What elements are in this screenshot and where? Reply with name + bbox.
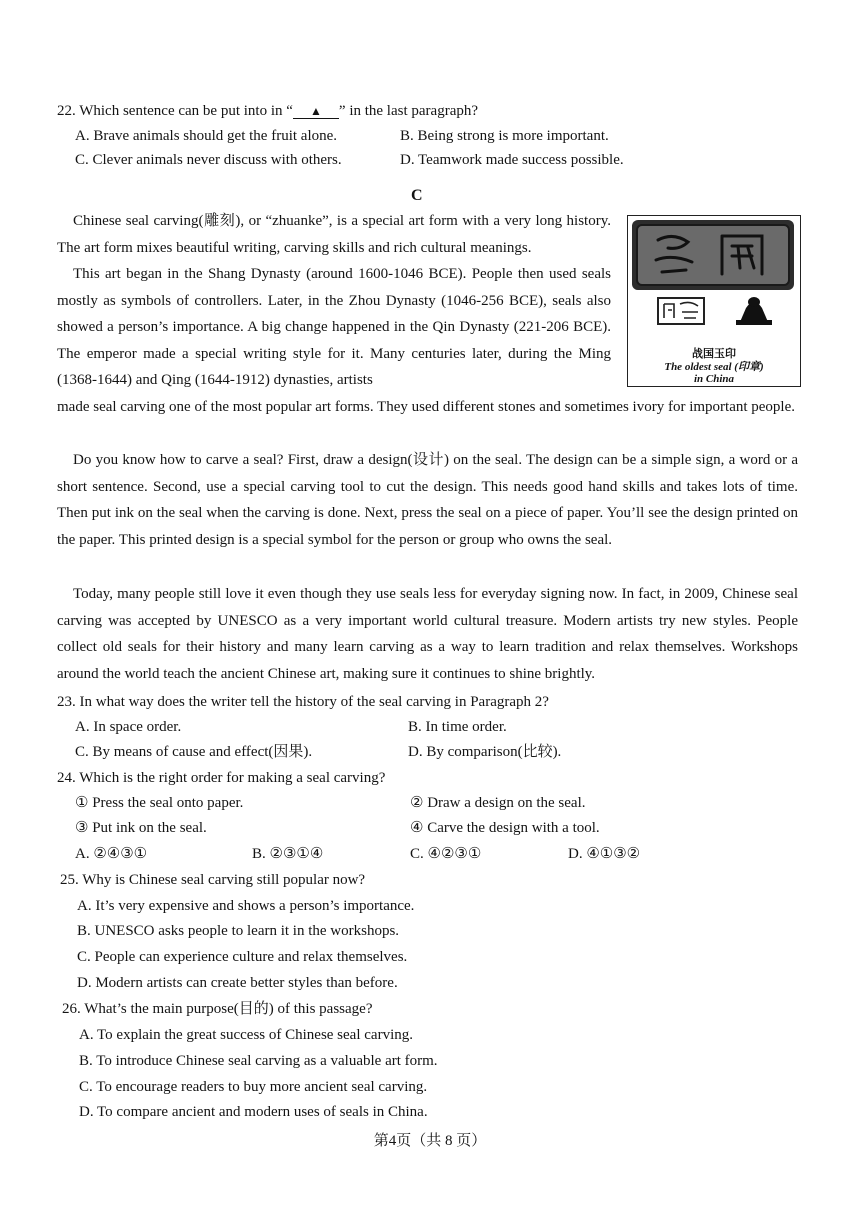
q24-step-3: ③ Put ink on the seal. (75, 820, 207, 836)
question-23-stem: 23. In what way does the writer tell the history of the seal carving in Paragraph 2? (57, 694, 549, 710)
q22-option-d: D. Teamwork made success possible. (400, 152, 624, 168)
q24-option-d: D. ④①③② (568, 846, 641, 862)
question-25-stem: 25. Why is Chinese seal carving still popular now? (60, 872, 366, 888)
q22-stem-text: 22. Which sentence can be put into in “ (57, 103, 293, 119)
q24-step-2: ② Draw a design on the seal. (410, 795, 586, 811)
q26-option-a: A. To explain the great success of Chinese seal carving. (79, 1027, 413, 1043)
seal-figure (627, 215, 801, 387)
passage-paragraph-2: This art began in the Shang Dynasty (around 1600-1046 BCE). People then used seals mostly as symbols of controllers. Later, in the Zhou Dynasty (1046-256 BCE), seals also showed a person’s importance. A big change happened in the Qin Dynasty (221-206 BCE). The emperor made a special writing style for it. Many centuries later, during the Ming (1368-1644) and Qing (1644-1912) dynasties, artists (57, 266, 611, 389)
q22-option-c: C. Clever animals never discuss with others. (75, 152, 342, 168)
passage-paragraph-1: Chinese seal carving(雕刻), or “zhuanke”, is a special art form with a very long history. The art form mixes beautiful writing, carving skills and rich cultural meanings. (57, 213, 611, 256)
answer-blank (293, 104, 339, 119)
q25-option-d: D. Modern artists can create better styles than before. (77, 975, 398, 991)
q26-option-d: D. To compare ancient and modern uses of seals in China. (79, 1104, 428, 1120)
page-number-footer: 第4页（共 8 页） (373, 1133, 487, 1149)
q25-option-c: C. People can experience culture and relax themselves. (77, 949, 408, 965)
q23-option-d: D. By comparison(比较). (408, 744, 562, 760)
q24-step-1: ① Press the seal onto paper. (75, 795, 244, 811)
q22-option-a: A. Brave animals should get the fruit alone. (75, 128, 338, 144)
seal-stone-image (628, 216, 800, 326)
q22-stem-text-end: ” in the last paragraph? (338, 103, 479, 119)
q23-option-b: B. In time order. (408, 719, 507, 735)
section-heading: C (411, 187, 423, 204)
passage-paragraph-4: Today, many people still love it even though they use seals less for everyday signing now. In fact, in 2009, Chinese seal carving was accepted by UNESCO as a very important world cultural treasure. Modern artists try new styles. People collect old seals for their history and many learn carving as a way to learn tradition and relax themselves. Workshops around the world teach the ancient Chinese art, making sure it continues to shine brightly. (57, 586, 798, 682)
q23-option-a: A. In space order. (75, 719, 182, 735)
passage-paragraph-2-continued: made seal carving one of the most popular art forms. They used different stones and sometimes ivory for important people. (57, 399, 796, 415)
figure-caption-english: The oldest seal (印章) (664, 361, 764, 373)
question-26-stem: 26. What’s the main purpose(目的) of this passage? (62, 1001, 373, 1017)
question-24-stem: 24. Which is the right order for making a seal carving? (57, 770, 386, 786)
blank-triangle-icon: ▲ (309, 104, 322, 118)
q22-option-b: B. Being strong is more important. (400, 128, 609, 144)
q24-step-4: ④ Carve the design with a tool. (410, 820, 600, 836)
q24-option-c: C. ④②③① (410, 846, 482, 862)
q25-option-a: A. It’s very expensive and shows a person’s importance. (77, 898, 415, 914)
q26-option-c: C. To encourage readers to buy more ancient seal carving. (79, 1079, 428, 1095)
figure-caption-chinese: 战国玉印 (692, 348, 736, 360)
q24-option-b: B. ②③①④ (252, 846, 324, 862)
figure-caption-english-2: in China (693, 373, 735, 385)
q25-option-b: B. UNESCO asks people to learn it in the workshops. (77, 923, 400, 939)
q24-option-a: A. ②④③① (75, 846, 148, 862)
passage-paragraph-3: Do you know how to carve a seal? First, draw a design(设计) on the seal. The design can be a simple sign, a word or a short sentence. Second, use a special carving tool to cut the design. This needs good hand skills and takes lots of time. Then put ink on the seal when the carving is done. Next, press the seal on a piece of paper. You’ll see the design printed on the paper. This printed design is a special symbol for the person or group who owns the seal. (57, 452, 798, 548)
question-22-stem (57, 102, 478, 120)
q23-option-c: C. By means of cause and effect(因果). (75, 744, 313, 760)
q26-option-b: B. To introduce Chinese seal carving as a valuable art form. (79, 1053, 438, 1069)
